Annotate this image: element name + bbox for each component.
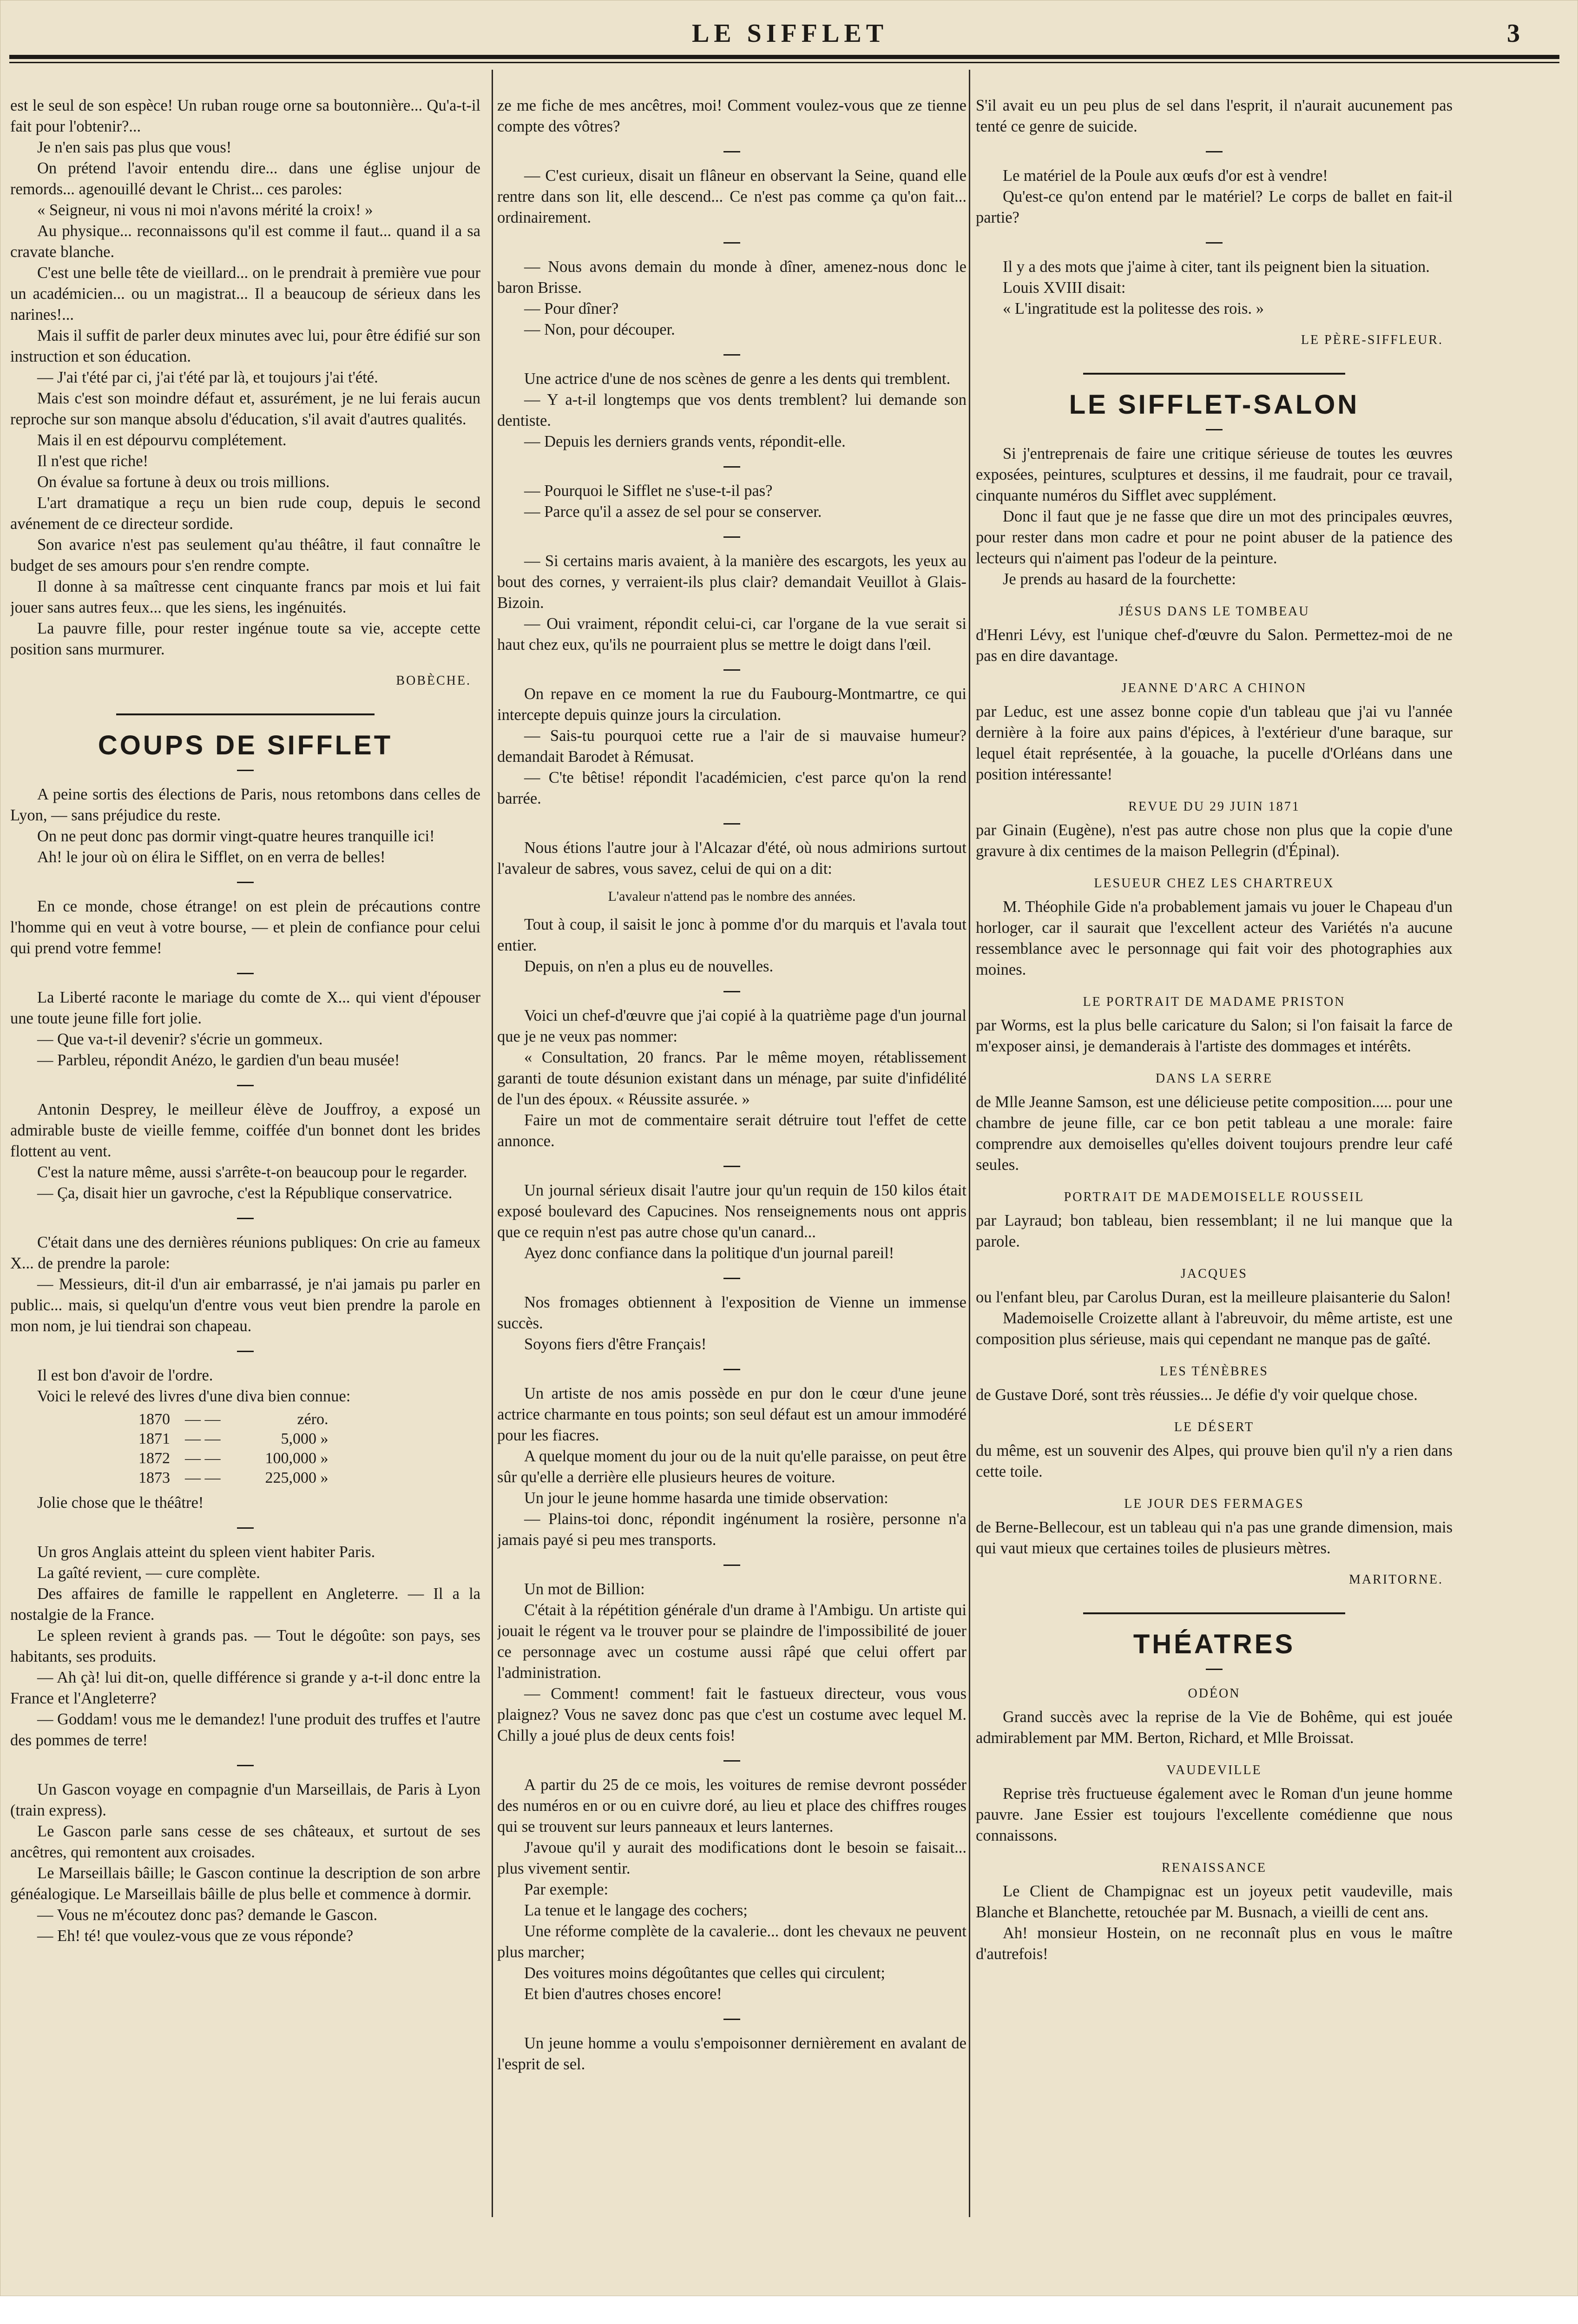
- paragraph: « L'ingratitude est la politesse des rois. »: [1003, 300, 1264, 317]
- paragraph: Soyons fiers d'être Français!: [524, 1335, 707, 1353]
- separator: [237, 1765, 254, 1766]
- column-divider: [969, 70, 970, 2217]
- artwork-heading: JÉSUS DANS LE TOMBEAU: [1118, 604, 1310, 619]
- paragraph: Faire un mot de commentaire serait détruire tout l'effet de cette annonce.: [497, 1111, 967, 1150]
- header-thin-rule: [9, 62, 1559, 63]
- paragraph: — Depuis les derniers grands vents, répondit-elle.: [524, 433, 846, 450]
- separator: [723, 1565, 740, 1566]
- year-cell: 1873: [138, 1469, 170, 1486]
- separator: [237, 1218, 254, 1219]
- section-title-theatres: THÉATRES: [1133, 1629, 1295, 1659]
- paragraph: par Ginain (Eugène), n'est pas autre chose non plus que la copie d'une gravure à dix centimes de la maison Pellegrin (d'Épinal).: [976, 821, 1453, 860]
- paragraph: Le Client de Champignac est un joyeux petit vaudeville, mais Blanche et Blanchette, retouchée par M. Busnach, a vieilli de cent ans.: [976, 1882, 1453, 1921]
- paragraph: S'il avait eu un peu plus de sel dans l'esprit, il n'aurait aucunement pas tenté ce genre de suicide.: [976, 97, 1453, 135]
- separator: [723, 1760, 740, 1762]
- viewer-footer: [0, 2296, 1578, 2324]
- paragraph: — Goddam! vous me le demandez! l'une produit des truffes et l'autre des pommes de terre!: [10, 1710, 480, 1749]
- paragraph: Mais il suffit de parler deux minutes avec lui, pour être édifié sur son instruction et son éducation.: [10, 327, 480, 365]
- paragraph: — Comment! comment! fait le fastueux directeur, vous vous plaignez? Vous ne savez donc pas que c'est un costume avec lequel M. Chilly a joué plus de deux cents fois!: [497, 1685, 967, 1744]
- separator: [1206, 1669, 1223, 1670]
- paragraph: Louis XVIII disait:: [1003, 279, 1126, 297]
- paragraph: — C'te bêtise! répondit l'académicien, c'est parce qu'on la rend barrée.: [497, 769, 967, 807]
- separator: [237, 1351, 254, 1352]
- paragraph: — Vous ne m'écoutez donc pas? demande le Gascon.: [37, 1906, 378, 1924]
- separator: [723, 242, 740, 244]
- paragraph: Ah! le jour où on élira le Sifflet, on en verra de belles!: [37, 848, 386, 866]
- verse-quote: L'avaleur n'attend pas le nombre des années.: [608, 889, 856, 904]
- separator: [237, 973, 254, 974]
- separator: [237, 770, 254, 771]
- paragraph: Un gros Anglais atteint du spleen vient habiter Paris.: [37, 1543, 375, 1561]
- paragraph: A partir du 25 de ce mois, les voitures de remise devront posséder des numéros en or ou en cuivre doré, au lieu et place des chiffres rouges qui se trouvent sur leurs panneaux et leurs lanternes.: [497, 1776, 967, 1835]
- paragraph: Nos fromages obtiennent à l'exposition de Vienne un immense succès.: [497, 1294, 967, 1332]
- paragraph: — Y a-t-il longtemps que vos dents tremblent? lui demande son dentiste.: [497, 391, 967, 429]
- paragraph: La gaîté revient, — cure complète.: [37, 1564, 260, 1582]
- paragraph: La pauvre fille, pour rester ingénue toute sa vie, accepte cette position sans murmurer.: [10, 620, 480, 658]
- separator: [723, 151, 740, 152]
- paragraph: Je n'en sais pas plus que vous!: [37, 139, 232, 156]
- paragraph: — Pour dîner?: [524, 300, 619, 317]
- artwork-heading: LESUEUR CHEZ LES CHARTREUX: [1094, 876, 1335, 891]
- paragraph: Reprise très fructueuse également avec le Roman d'un jeune homme pauvre. Jane Essier est toujours l'excellente comédienne que nous connaissons.: [976, 1785, 1453, 1844]
- artwork-heading: JEANNE D'ARC A CHINON: [1121, 681, 1307, 695]
- signature: LE PÈRE-SIFFLEUR.: [1301, 333, 1443, 347]
- paragraph: Et bien d'autres choses encore!: [524, 1985, 722, 2003]
- separator: [723, 669, 740, 671]
- paragraph: Mais c'est son moindre défaut et, assurément, je ne lui ferais aucun reproche sur son manque absolu d'éducation, s'il avait d'autres qualités.: [10, 390, 480, 428]
- year-cell: 1870: [138, 1411, 170, 1428]
- column-3: [976, 95, 1453, 2224]
- separator: [723, 1278, 740, 1279]
- dash-cell: — —: [185, 1430, 221, 1447]
- paragraph: C'est une belle tête de vieillard... on le prendrait à première vue pour un académicien... ou un magistrat... Il a beaucoup de sérieux dans les narines!...: [10, 264, 480, 324]
- paragraph: « Seigneur, ni vous ni moi n'avons mérité la croix! »: [37, 201, 373, 219]
- paragraph: Il y a des mots que j'aime à citer, tant ils peignent bien la situation.: [1003, 258, 1430, 276]
- paragraph: — Ah çà! lui dit-on, quelle différence si grande y a-t-il donc entre la France et l'Angleterre?: [10, 1669, 480, 1707]
- dash-cell: — —: [185, 1469, 221, 1486]
- paragraph: de Mlle Jeanne Samson, est une délicieuse petite composition..... pour une chambre de jeune fille, car ce bon petit tableau a une morale: faire comprendre aux demoiselles qu'elles doivent toujours prendre leur café seules.: [976, 1093, 1453, 1174]
- signature: BOBÈCHE.: [396, 673, 471, 688]
- signature: MARITORNE.: [1349, 1572, 1443, 1587]
- separator: [237, 882, 254, 883]
- section-title-salon: LE SIFFLET-SALON: [1069, 390, 1360, 420]
- separator: [723, 1166, 740, 1167]
- paragraph: — Que va-t-il devenir? s'écrie un gommeux.: [37, 1030, 323, 1048]
- paragraph: Mademoiselle Croizette allant à l'abreuvoir, du même artiste, est une composition plus sérieuse, mais qui cependant ne manque pas de gaîté.: [976, 1309, 1453, 1348]
- paragraph: Un journal sérieux disait l'autre jour qu'un requin de 150 kilos était exposé boulevard des Capucines. Nos renseignements nous ont appris que ce requin n'est pas autre chose qu'un canard...: [497, 1182, 967, 1241]
- paragraph: Donc il faut que je ne fasse que dire un mot des principales œuvres, pour rester dans mon cadre et pour ne point abuser de la patience des lecteurs qui n'aiment pas l'odeur de la peinture.: [976, 508, 1453, 567]
- paragraph: Ayez donc confiance dans la politique d'un journal pareil!: [524, 1244, 894, 1262]
- paragraph: On ne peut donc pas dormir vingt-quatre heures tranquille ici!: [37, 827, 435, 845]
- paragraph: On évalue sa fortune à deux ou trois millions.: [37, 473, 330, 491]
- separator: [723, 823, 740, 825]
- paragraph: Une réforme complète de la cavalerie... dont les chevaux ne peuvent plus marcher;: [497, 1922, 967, 1961]
- paragraph: — Nous avons demain du monde à dîner, amenez-nous donc le baron Brisse.: [497, 258, 967, 297]
- earnings-table: [131, 1410, 336, 1488]
- paragraph: Un Gascon voyage en compagnie d'un Marseillais, de Paris à Lyon (train express).: [10, 1781, 480, 1819]
- table-row: [131, 1449, 336, 1468]
- paragraph: A quelque moment du jour ou de la nuit qu'elle paraisse, on peut être sûr qu'elle a derrière elle plusieurs heures de voiture.: [497, 1447, 967, 1486]
- paragraph: Depuis, on n'en a plus eu de nouvelles.: [524, 957, 774, 975]
- value-cell: zéro.: [297, 1411, 329, 1428]
- paragraph: C'était à la répétition générale d'un drame à l'Ambigu. Un artiste qui jouait le régent va le trouver pour se plaindre de l'impossibilité de jouer ce personnage avec un costume aussi râpé que celui offert par l'administration.: [497, 1601, 967, 1682]
- paragraph: Grand succès avec la reprise de la Vie de Bohême, qui est jouée admirablement par MM. Berton, Richard, et Mlle Broissat.: [976, 1708, 1453, 1747]
- paragraph: — Sais-tu pourquoi cette rue a l'air de si mauvaise humeur? demandait Barodet à Rémusat.: [497, 727, 967, 766]
- paragraph: En ce monde, chose étrange! on est plein de précautions contre l'homme qui en veut à votre bourse, — et plein de confiance pour celui qui prend votre femme!: [10, 898, 480, 957]
- paragraph: Nous étions l'autre jour à l'Alcazar d'été, où nous admirions surtout l'avaleur de sabres, vous savez, celui de qui on a dit:: [497, 839, 967, 878]
- value-cell: 5,000 »: [281, 1430, 329, 1447]
- paragraph: Qu'est-ce qu'on entend par le matériel? Le corps de ballet en fait-il partie?: [976, 188, 1453, 226]
- column-1: [10, 95, 480, 2224]
- paragraph: ou l'enfant bleu, par Carolus Duran, est la meilleure plaisanterie du Salon!: [976, 1288, 1451, 1306]
- artwork-heading: JACQUES: [1181, 1267, 1248, 1281]
- header-thick-rule: [9, 55, 1559, 59]
- paragraph: Jolie chose que le théâtre!: [37, 1494, 204, 1512]
- paragraph: — C'est curieux, disait un flâneur en observant la Seine, quand elle rentre dans son lit, elle descend... Ce n'est pas comme ça qu'on fait... ordinairement.: [497, 167, 967, 226]
- paragraph: Un jeune homme a voulu s'empoisonner dernièrement en avalant de l'esprit de sel.: [497, 2034, 967, 2073]
- paragraph: Une actrice d'une de nos scènes de genre a les dents qui tremblent.: [524, 370, 951, 388]
- column-2: [497, 95, 967, 2224]
- paragraph: par Worms, est la plus belle caricature du Salon; si l'on faisait la farce de m'exposer ainsi, je demanderais à l'artiste des dommages et intérêts.: [976, 1017, 1453, 1055]
- paragraph: Mais il en est dépourvu complétement.: [37, 431, 287, 449]
- value-cell: 225,000 »: [265, 1469, 329, 1486]
- separator: [723, 2019, 740, 2020]
- year-cell: 1872: [138, 1450, 170, 1467]
- paragraph: J'avoue qu'il y aurait des modifications dont le besoin se faisait... plus vivement sentir.: [497, 1839, 967, 1877]
- paragraph: du même, est un souvenir des Alpes, qui prouve bien qu'il n'y a rien dans cette toile.: [976, 1442, 1453, 1480]
- paragraph: — Pourquoi le Sifflet ne s'use-t-il pas?: [524, 482, 773, 500]
- value-cell: 100,000 »: [265, 1450, 329, 1467]
- paragraph: L'art dramatique a reçu un bien rude coup, depuis le second avénement de ce directeur sordide.: [10, 494, 480, 533]
- section-rule: [1083, 373, 1345, 375]
- paragraph: Le Gascon parle sans cesse de ses châteaux, et surtout de ses ancêtres, qui remontent aux croisades.: [10, 1822, 480, 1861]
- paragraph: Un mot de Billion:: [524, 1580, 645, 1598]
- artwork-heading: LE PORTRAIT DE MADAME PRISTON: [1083, 995, 1346, 1009]
- paragraph: Le matériel de la Poule aux œufs d'or est à vendre!: [1003, 167, 1328, 185]
- paragraph: Tout à coup, il saisit le jonc à pomme d'or du marquis et l'avala tout entier.: [497, 916, 967, 954]
- paragraph: Je prends au hasard de la fourchette:: [1003, 570, 1236, 588]
- artwork-heading: DANS LA SERRE: [1155, 1071, 1273, 1086]
- paragraph: La Liberté raconte le mariage du comte de X... qui vient d'épouser une toute jeune fille fort jolie.: [10, 989, 480, 1027]
- paragraph: On repave en ce moment la rue du Faubourg-Montmartre, ce qui intercepte depuis quinze jours la circulation.: [497, 685, 967, 724]
- paragraph: — Parce qu'il a assez de sel pour se conserver.: [524, 503, 822, 521]
- paragraph: Voici un chef-d'œuvre que j'ai copié à la quatrième page d'un journal que je ne veux pas nommer:: [497, 1007, 967, 1045]
- separator: [1206, 151, 1223, 152]
- paragraph: par Leduc, est une assez bonne copie d'un tableau que j'ai vu l'année dernière à la foire aux pains d'épices, à l'extérieur d'une baraque, sur lequel était représentée, à la gouache, la pucelle d'Orléans dans une position intéressante!: [976, 703, 1453, 783]
- paragraph: par Layraud; bon tableau, bien ressemblant; il ne lui manque que la parole.: [976, 1212, 1453, 1250]
- table-row: [131, 1410, 336, 1429]
- paragraph: Il donne à sa maîtresse cent cinquante francs par mois et lui fait jouer sans autres feux... que les siens, les ingénuités.: [10, 578, 480, 616]
- paragraph: La tenue et le langage des cochers;: [524, 1901, 748, 1919]
- paragraph: de Gustave Doré, sont très réussies... Je défie d'y voir quelque chose.: [976, 1386, 1418, 1404]
- paragraph: Voici le relevé des livres d'une diva bien connue:: [37, 1387, 351, 1405]
- separator: [237, 1085, 254, 1086]
- paragraph: — Plains-toi donc, répondit ingénument la rosière, personne n'a jamais payé si peu mes transports.: [497, 1510, 967, 1549]
- paragraph: Des voitures moins dégoûtantes que celles qui circulent;: [524, 1964, 886, 1982]
- theatre-heading: VAUDEVILLE: [1166, 1763, 1262, 1777]
- table-row: [131, 1429, 336, 1449]
- paragraph: Ah! monsieur Hostein, on ne reconnaît plus en vous le maître d'autrefois!: [976, 1924, 1453, 1963]
- paragraph: Au physique... reconnaissons qu'il est comme il faut... quand il a sa cravate blanche.: [10, 222, 480, 261]
- separator: [723, 1369, 740, 1370]
- paragraph: Par exemple:: [524, 1881, 609, 1898]
- page-number: 3: [1507, 19, 1520, 48]
- section-title-coups: COUPS DE SIFFLET: [98, 730, 393, 760]
- dash-cell: — —: [185, 1411, 221, 1428]
- separator: [237, 1527, 254, 1529]
- paragraph: Il est bon d'avoir de l'ordre.: [37, 1367, 213, 1384]
- paragraph: — Parbleu, répondit Anézo, le gardien d'un beau musée!: [37, 1051, 400, 1069]
- separator: [1206, 242, 1223, 244]
- paragraph: — Eh! té! que voulez-vous que ze vous réponde?: [37, 1927, 354, 1945]
- paragraph: ze me fiche de mes ancêtres, moi! Comment voulez-vous que ze tienne compte des vôtres?: [497, 97, 967, 135]
- separator: [1206, 429, 1223, 430]
- paragraph: Son avarice n'est pas seulement qu'au théâtre, il faut connaître le budget de ses amours pour s'en rendre compte.: [10, 536, 480, 574]
- separator: [723, 354, 740, 356]
- paragraph: Si j'entreprenais de faire une critique sérieuse de toutes les œuvres exposées, peintures, sculptures et dessins, il me faudrait, pour ce travail, cinquante numéros du Sifflet avec supplément.: [976, 445, 1453, 504]
- artwork-heading: LE JOUR DES FERMAGES: [1124, 1497, 1304, 1511]
- theatre-heading: ODÉON: [1188, 1686, 1241, 1701]
- separator: [723, 991, 740, 992]
- paragraph: Il n'est que riche!: [37, 452, 148, 470]
- table-row: [131, 1468, 336, 1488]
- paragraph: M. Théophile Gide n'a probablement jamais vu jouer le Chapeau d'un horloger, car il saurait que l'excellent acteur des Variétés n'a aucune ressemblance avec le personnage qui fait voir des photographies aux moines.: [976, 898, 1453, 978]
- paragraph: C'était dans une des dernières réunions publiques: On crie au fameux X... de prendre la parole:: [10, 1234, 480, 1272]
- paragraph: — Non, pour découper.: [524, 321, 675, 338]
- separator: [723, 536, 740, 538]
- paragraph: Le spleen revient à grands pas. — Tout le dégoûte: son pays, ses habitants, ses produits.: [10, 1627, 480, 1665]
- paragraph: de Berne-Bellecour, est un tableau qui n'a pas une grande dimension, mais qui vaut mieux que certaines toiles de plusieurs mètres.: [976, 1519, 1453, 1557]
- artwork-heading: PORTRAIT DE MADEMOISELLE ROUSSEIL: [1064, 1190, 1365, 1204]
- paragraph: est le seul de son espèce! Un ruban rouge orne sa boutonnière... Qu'a-t-il fait pour l'obtenir?...: [10, 97, 480, 135]
- dash-cell: — —: [185, 1450, 221, 1467]
- section-rule: [1083, 1612, 1345, 1614]
- section-rule: [116, 713, 375, 715]
- paragraph: « Consultation, 20 francs. Par le même moyen, rétablissement garanti de toute désunion existant dans un ménage, par suite d'infidélité de l'un des époux. « Réussite assurée. »: [497, 1049, 967, 1108]
- paragraph: Un jour le jeune homme hasarda une timide observation:: [524, 1489, 888, 1507]
- paragraph: d'Henri Lévy, est l'unique chef-d'œuvre du Salon. Permettez-moi de ne pas en dire davantage.: [976, 626, 1453, 665]
- paragraph: — Ça, disait hier un gavroche, c'est la République conservatrice.: [37, 1184, 453, 1202]
- paragraph: Des affaires de famille le rappellent en Angleterre. — Il a la nostalgie de la France.: [10, 1585, 480, 1624]
- year-cell: 1871: [138, 1430, 170, 1447]
- artwork-heading: LE DÉSERT: [1174, 1420, 1255, 1434]
- theatre-heading: RENAISSANCE: [1162, 1861, 1267, 1875]
- artwork-heading: REVUE DU 29 JUIN 1871: [1128, 799, 1300, 814]
- artwork-heading: LES TÉNÈBRES: [1160, 1364, 1269, 1379]
- paragraph: On prétend l'avoir entendu dire... dans une église unjour de remords... agenouillé devant le Christ... ces paroles:: [10, 159, 480, 198]
- paragraph: Le Marseillais bâille; le Gascon continue la description de son arbre généalogique. Le Marseillais bâille de plus belle et commence à dormir.: [10, 1864, 480, 1903]
- paragraph: — Messieurs, dit-il d'un air embarrassé, je n'ai jamais pu parler en public... mais, si quelqu'un d'entre vous veut bien prendre la parole en mon nom, je lui tiendrai son chapeau.: [10, 1275, 480, 1335]
- paragraph: — Si certains maris avaient, à la manière des escargots, les yeux au bout des cornes, y verraient-ils plus clair? demandait Veuillot à Glais-Bizoin.: [497, 552, 967, 612]
- separator: [723, 466, 740, 468]
- paragraph: — Oui vraiment, répondit celui-ci, car l'organe de la vue serait si haut chez eux, qu'ils ne pourraient plus se mettre le doigt dans l'œil.: [497, 615, 967, 654]
- masthead-title: LE SIFFLET: [691, 19, 888, 48]
- paragraph: — J'ai t'été par ci, j'ai t'été par là, et toujours j'ai t'été.: [37, 369, 378, 386]
- paragraph: Antonin Desprey, le meilleur élève de Jouffroy, a exposé un admirable buste de vieille femme, coiffée d'un bonnet dont les brides flottent au vent.: [10, 1101, 480, 1160]
- column-divider: [492, 70, 493, 2217]
- paragraph: A peine sortis des élections de Paris, nous retombons dans celles de Lyon, — sans préjudice du reste.: [10, 786, 480, 824]
- paragraph: Un artiste de nos amis possède en pur don le cœur d'une jeune actrice charmante en tous points; son seul défaut est un amour immodéré pour les fiacres.: [497, 1385, 967, 1444]
- paragraph: C'est la nature même, aussi s'arrête-t-on beaucoup pour le regarder.: [37, 1163, 467, 1181]
